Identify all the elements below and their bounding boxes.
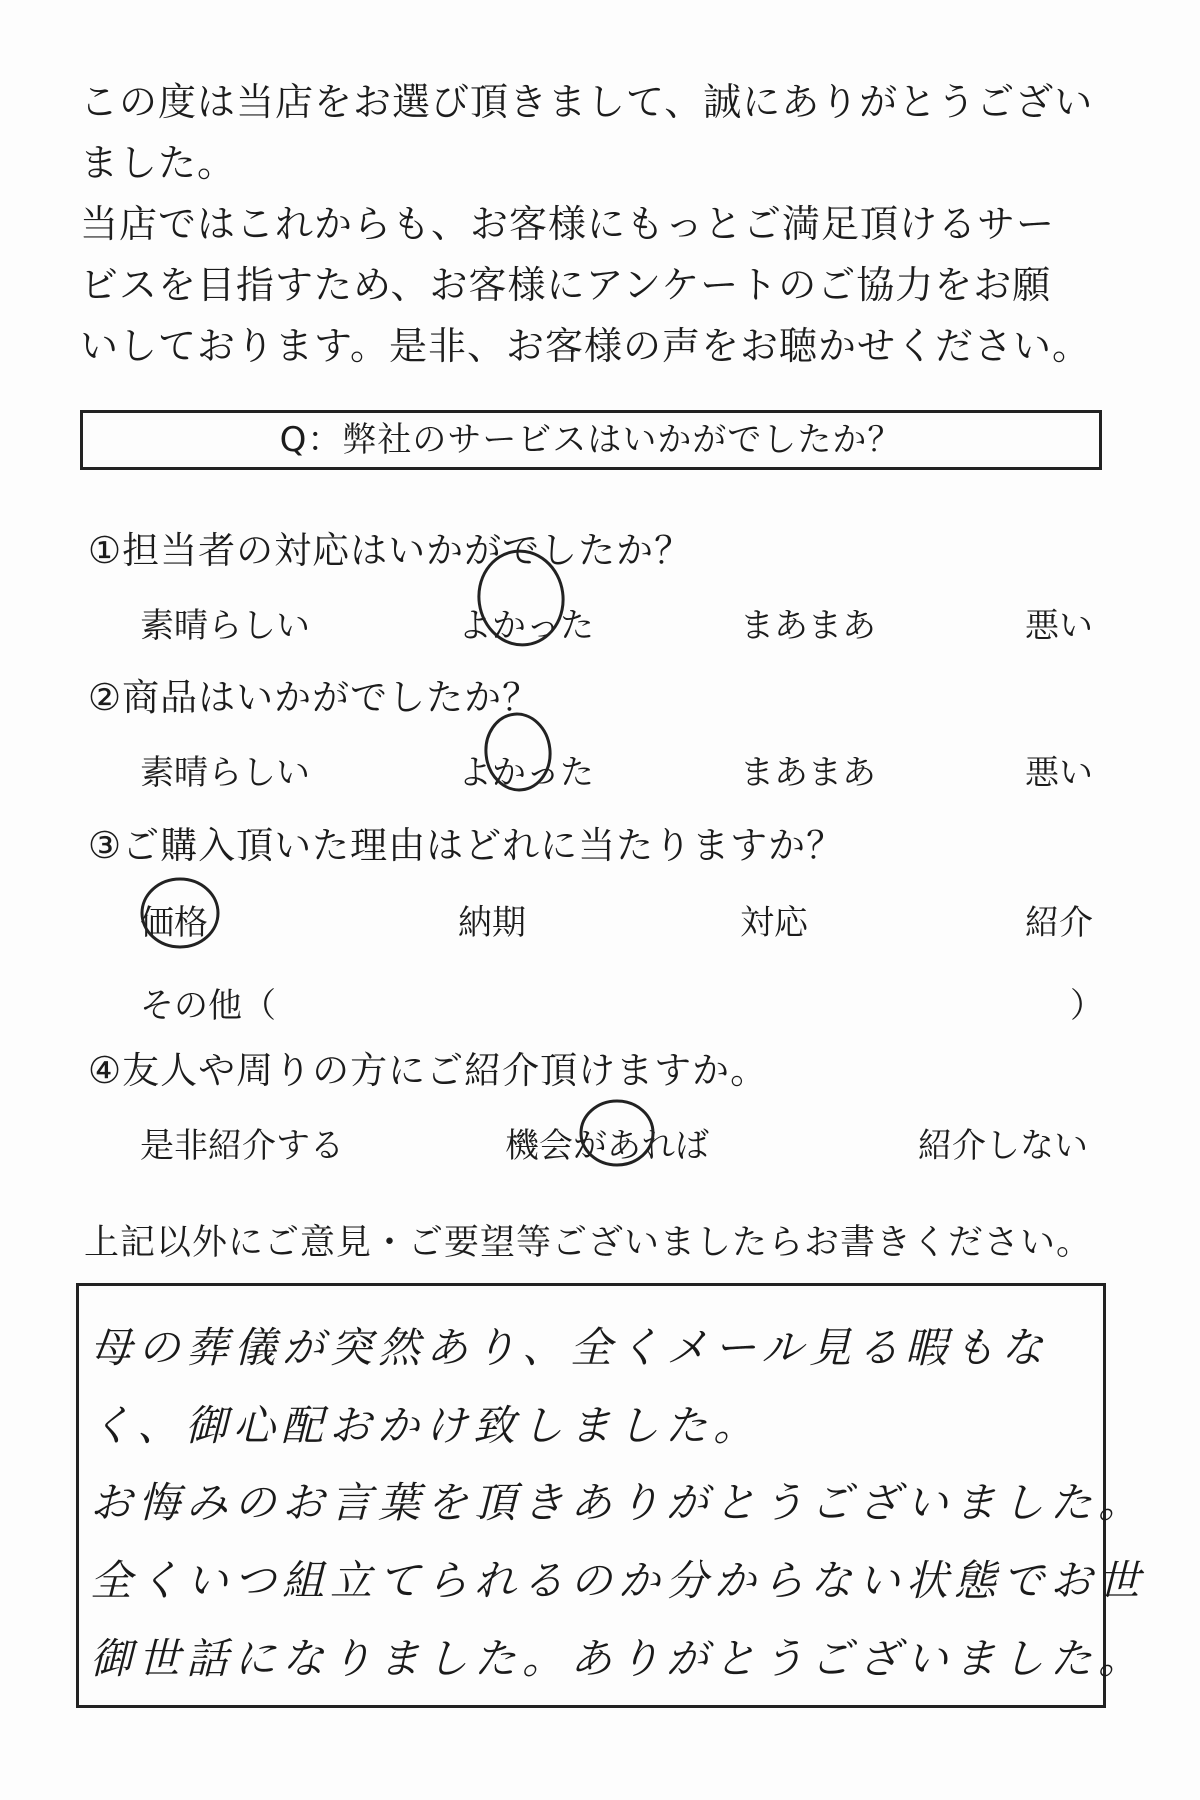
q4-option-if-chance[interactable]: 機会があれば <box>505 1126 709 1166</box>
q3-option-other[interactable]: その他（ <box>140 986 276 1026</box>
survey-title: Q：弊社のサービスはいかがでしたか？ <box>279 420 903 460</box>
q1-option-excellent[interactable]: 素晴らしい <box>140 606 310 646</box>
handwritten-comment-line: お悔みのお言葉を頂きありがとうございました。 <box>90 1478 1147 1527</box>
q4-option-no[interactable]: 紹介しない <box>918 1126 1088 1166</box>
question-3-label: ③ご購入頂いた理由はどれに当たりますか？ <box>88 824 845 867</box>
handwritten-comment-line: 全くいつ組立てられるのか分からない状態でお世 <box>90 1556 1147 1605</box>
intro-line: ビスを目指すため、お客様にアンケートのご協力をお願 <box>80 263 1052 307</box>
q4-option-definitely[interactable]: 是非紹介する <box>140 1126 344 1166</box>
intro-line: いしております。是非、お客様の声をお聴かせください。 <box>80 324 1091 368</box>
q1-option-bad[interactable]: 悪い <box>1025 606 1093 646</box>
handwritten-comment-line: 母の葬儀が突然あり、全くメール見る暇もな <box>90 1323 1050 1372</box>
handwritten-comment-line: 御世話になりました。ありがとうございました。 <box>90 1634 1147 1683</box>
question-2-label: ②商品はいかがでしたか？ <box>88 676 541 719</box>
intro-line: この度は当店をお選び頂きまして、誠にありがとうござい <box>80 80 1094 124</box>
intro-text <box>80 72 1120 377</box>
q2-option-good[interactable]: よかった <box>458 753 594 793</box>
q3-option-referral[interactable]: 紹介 <box>1025 903 1093 943</box>
question-1-label: ①担当者の対応はいかがでしたか？ <box>88 529 693 572</box>
q2-option-average[interactable]: まあまあ <box>740 753 876 793</box>
q2-option-excellent[interactable]: 素晴らしい <box>140 753 310 793</box>
q3-other-close: ） <box>1070 986 1104 1026</box>
question-4-label: ④友人や周りの方にご紹介頂けますか。 <box>88 1049 769 1092</box>
intro-line: 当店ではこれからも、お客様にもっとご満足頂けるサー <box>80 202 1056 246</box>
q1-option-average[interactable]: まあまあ <box>740 606 876 646</box>
q2-option-bad[interactable]: 悪い <box>1025 753 1093 793</box>
comment-heading: 上記以外にご意見・ご要望等ございましたらお書きください。 <box>84 1223 1093 1263</box>
survey-title-box <box>80 410 1102 470</box>
handwritten-comment-line: く、御心配おかけ致しました。 <box>90 1401 762 1450</box>
q3-option-delivery[interactable]: 納期 <box>458 903 526 943</box>
q3-option-service[interactable]: 対応 <box>740 903 808 943</box>
intro-line: ました。 <box>80 141 237 185</box>
q1-option-good[interactable]: よかった <box>458 606 594 646</box>
q3-option-price[interactable]: 価格 <box>140 903 208 943</box>
